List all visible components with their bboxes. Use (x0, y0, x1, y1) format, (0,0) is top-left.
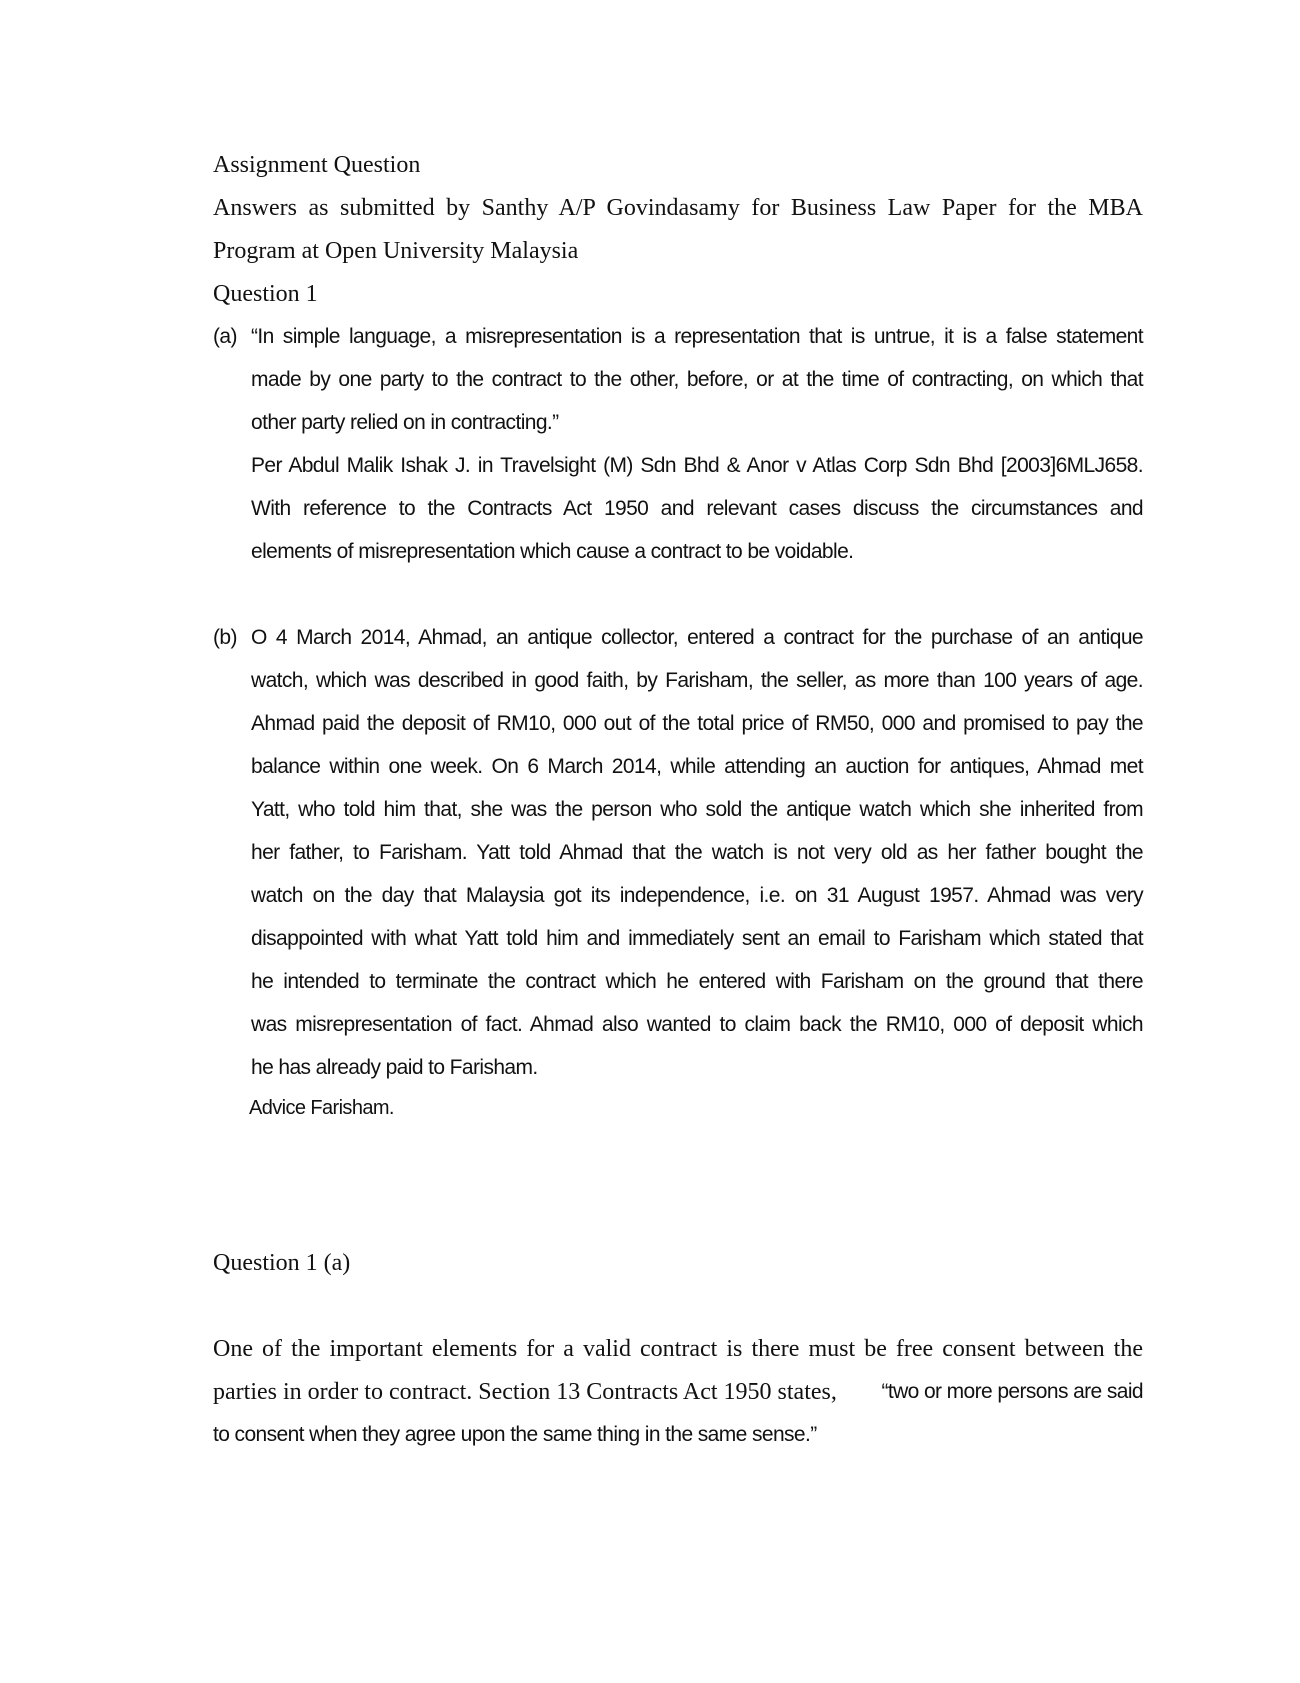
submission-line-2: Program at Open University Malaysia (213, 238, 579, 264)
answer-line-2 (213, 1377, 1143, 1407)
submission-line-1: Answers as submitted by Santhy A/P Govindasamy for Business Law Paper for the MBA (213, 195, 1143, 221)
question-b-line: was misrepresentation of fact. Ahmad also wanted to claim back the RM10, 000 of deposit which (251, 1013, 1143, 1036)
question-b-line: balance within one week. On 6 March 2014, while attending an auction for antiques, Ahmad met (251, 755, 1143, 778)
question-b-line: watch, which was described in good faith, by Farisham, the seller, as more than 100 years of age. (251, 669, 1143, 692)
question-b-line: he has already paid to Farisham. (251, 1056, 538, 1079)
question-a-line: “In simple language, a misrepresentation is a representation that is untrue, it is a false statement (251, 325, 1143, 348)
question-a-line: made by one party to the contract to the other, before, or at the time of contracting, on which that (251, 368, 1143, 391)
question-b-line: O 4 March 2014, Ahmad, an antique collector, entered a contract for the purchase of an antique (251, 626, 1143, 649)
answer-heading: Question 1 (a) (213, 1250, 351, 1276)
question-a-line: Per Abdul Malik Ishak J. in Travelsight (M) Sdn Bhd & Anor v Atlas Corp Sdn Bhd [2003]6MLJ658. (251, 454, 1143, 477)
question-a-line: elements of misrepresentation which cause a contract to be voidable. (251, 540, 854, 563)
question-b (213, 623, 1143, 1123)
answer-line-2-sans: “two or more persons are said (881, 1380, 1143, 1403)
question-b-line: Yatt, who told him that, she was the person who sold the antique watch which she inherited from (251, 798, 1143, 821)
question-a-line: other party relied on in contracting.” (251, 411, 559, 434)
question-heading: Question 1 (213, 281, 318, 307)
question-a-line: With reference to the Contracts Act 1950 and relevant cases discuss the circumstances and (251, 497, 1143, 520)
question-a-label: (a) (213, 325, 237, 348)
question-b-line: he intended to terminate the contract which he entered with Farisham on the ground that there (251, 970, 1143, 993)
question-b-instruction: Advice Farisham. (249, 1097, 394, 1119)
question-b-line: disappointed with what Yatt told him and immediately sent an email to Farisham which stated that (251, 927, 1143, 950)
question-b-line: watch on the day that Malaysia got its independence, i.e. on 31 August 1957. Ahmad was very (251, 884, 1143, 907)
answer-line-3: to consent when they agree upon the same thing in the same sense.” (213, 1423, 817, 1446)
question-b-label: (b) (213, 626, 237, 649)
answer-line-1: One of the important elements for a valid contract is there must be free consent between the (213, 1336, 1143, 1362)
assignment-title: Assignment Question (213, 152, 421, 178)
question-a (213, 322, 1143, 582)
question-b-line: her father, to Farisham. Yatt told Ahmad that the watch is not very old as her father bought the (251, 841, 1143, 864)
question-b-line: Ahmad paid the deposit of RM10, 000 out of the total price of RM50, 000 and promised to pay the (251, 712, 1143, 735)
answer-line-2-serif: parties in order to contract. Section 13 Contracts Act 1950 states, (213, 1379, 837, 1405)
